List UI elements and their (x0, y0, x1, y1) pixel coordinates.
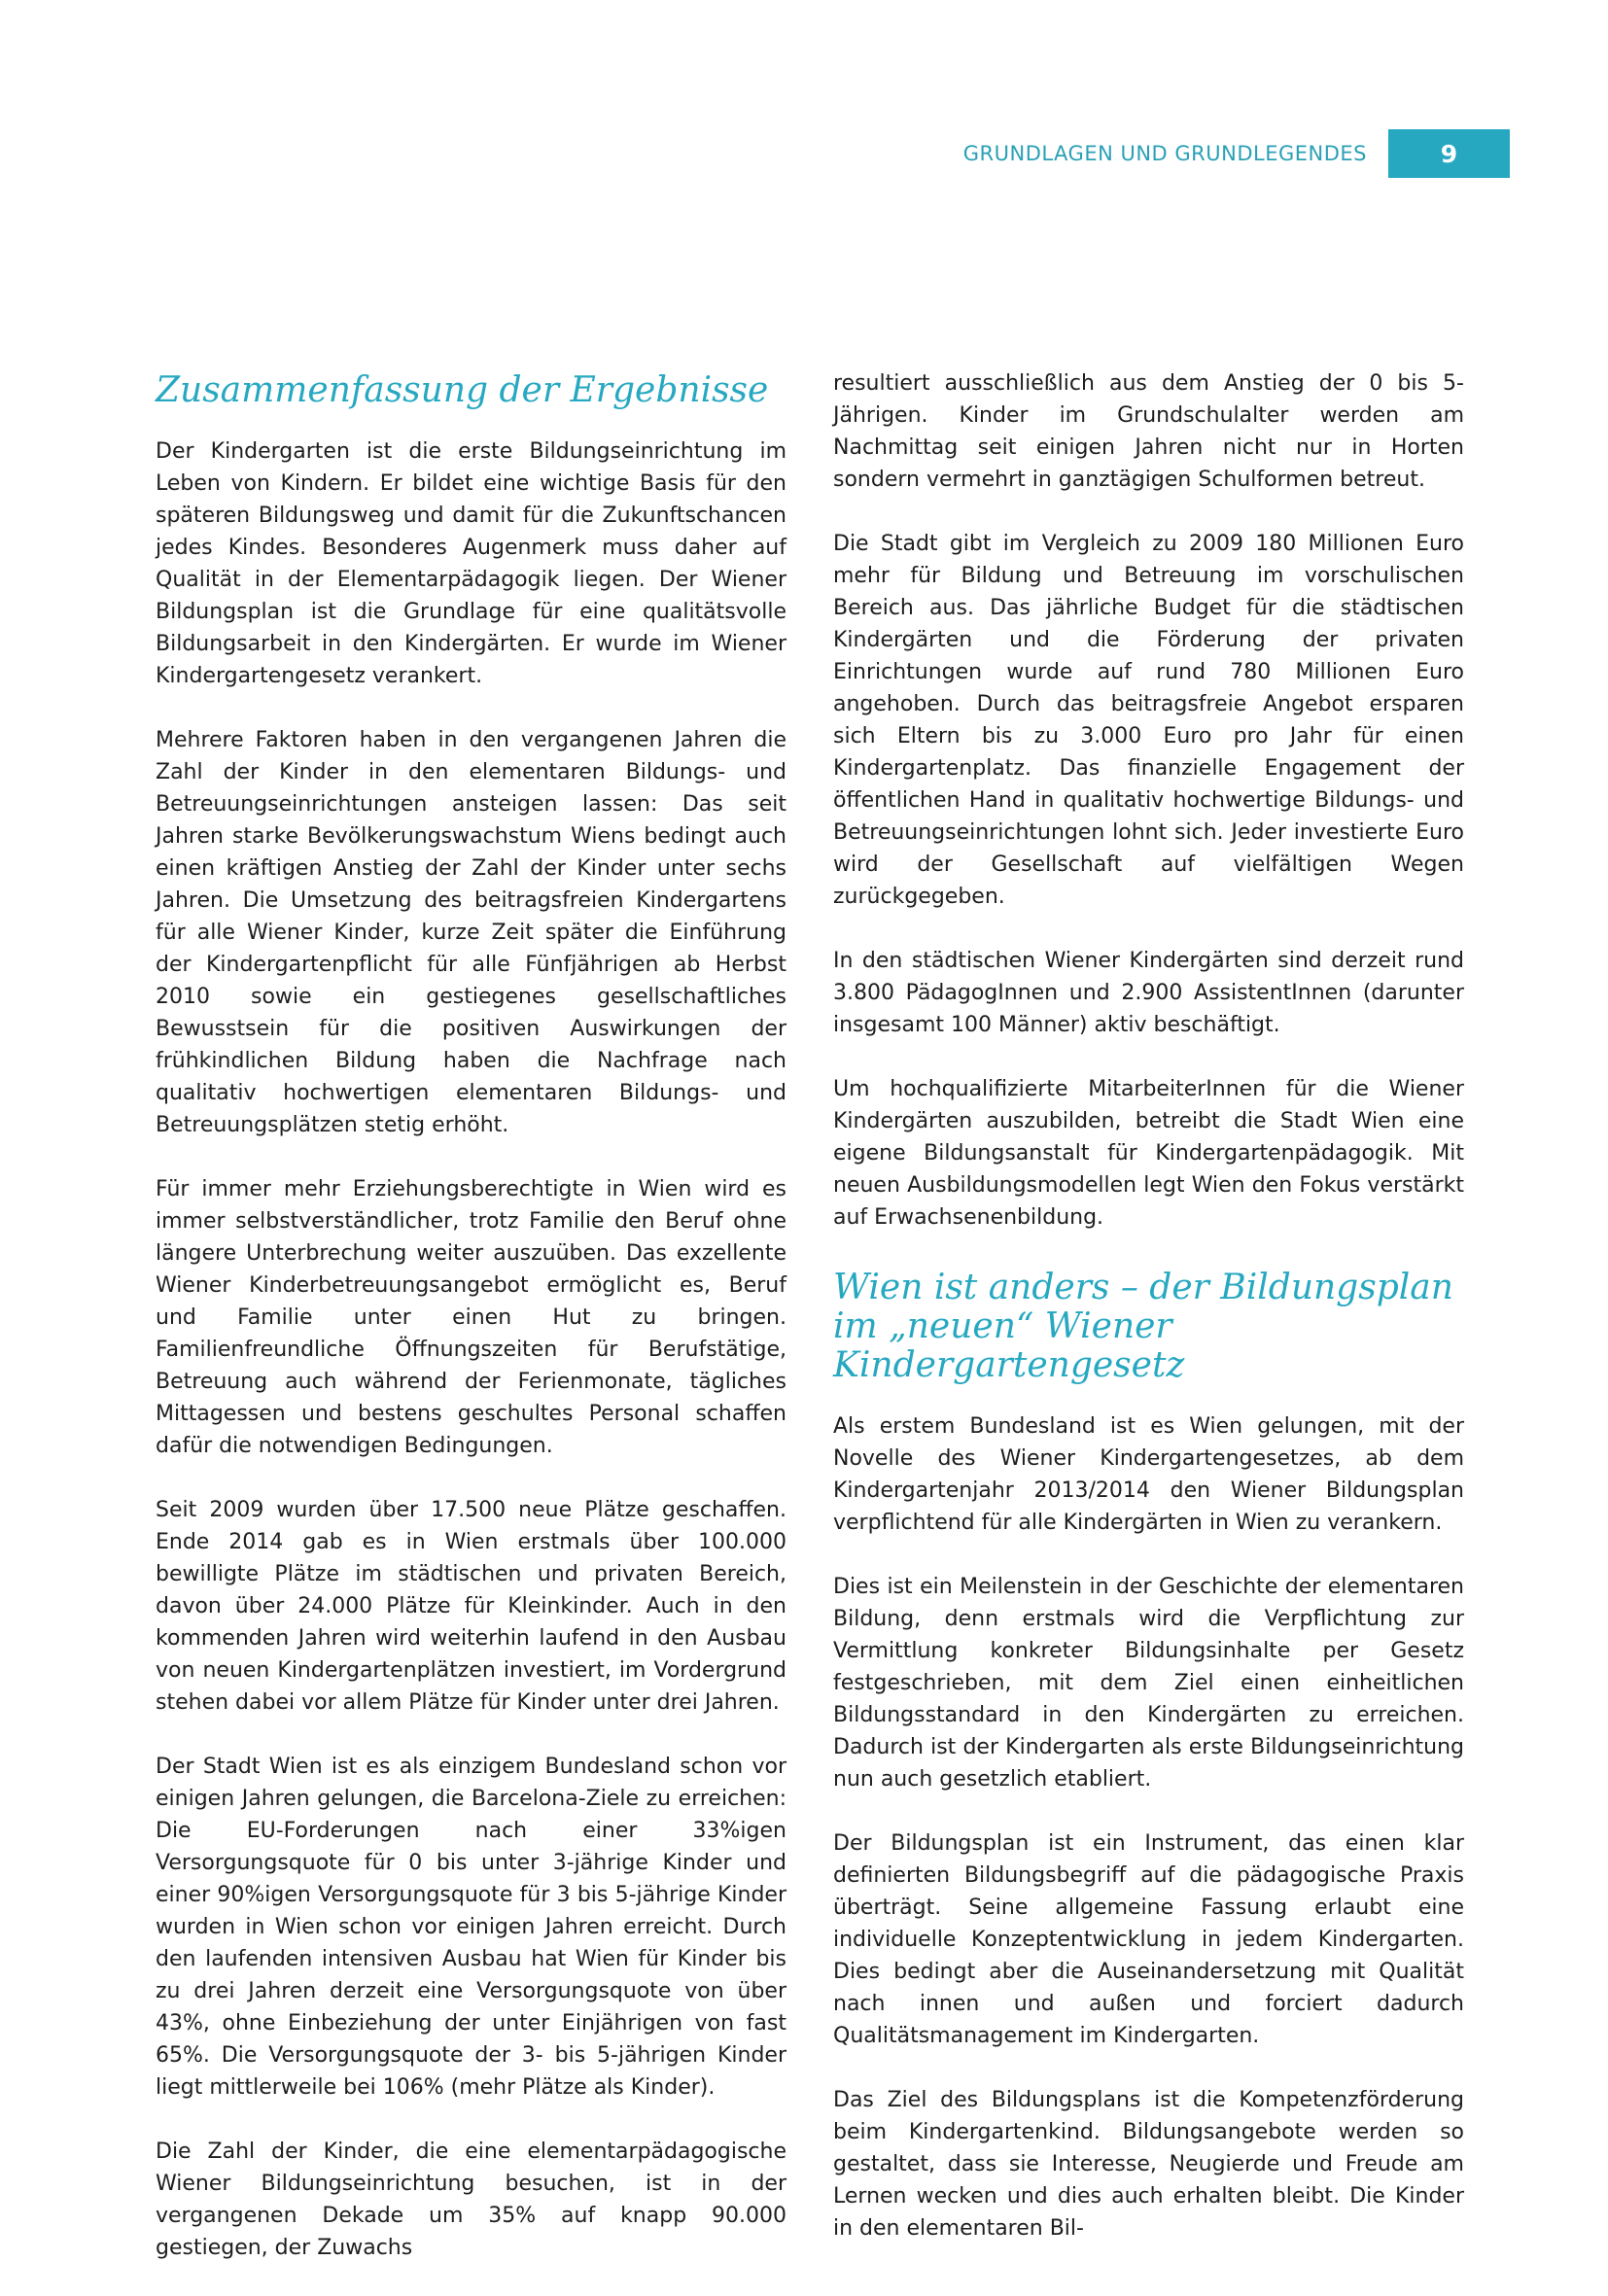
paragraph: Mehrere Faktoren haben in den vergangenen Jahren die Zahl der Kinder in den elementaren Bildungs- und Betreuungseinrichtungen ansteigen lassen: Das seit Jahren starke Bevölkerungswachstum Wiens bedingt auch einen kräftigen Anstieg der Zahl der Kinder unter sechs Jahren. Die Umsetzung des beitragsfreien Kindergartens für alle Wiener Kinder, kurze Zeit später die Einführung der Kindergartenpflicht für alle Fünfjährigen ab Herbst 2010 sowie ein gestiegenes gesellschaftliches Bewusstsein für die positiven Auswirkungen der frühkindlichen Bildung haben die Nachfrage nach qualitativ hochwertigen elementaren Bildungs- und Betreuungsplätzen stetig erhöht. (156, 728, 787, 1137)
section-heading-summary: Zusammenfassung der Ergebnisse (156, 370, 769, 410)
section-label: GRUNDLAGEN UND GRUNDLEGENDES (962, 142, 1367, 165)
paragraph: Um hochqualifizierte MitarbeiterInnen für die Wiener Kindergärten auszubilden, betreibt die Stadt Wien eine eigene Bildungsanstalt für Kindergartenpädagogik. Mit neuen Ausbildungsmodellen legt Wien den Fokus verstärkt auf Erwachsenenbildung. (833, 1077, 1464, 1230)
paragraph: Das Ziel des Bildungsplans ist die Kompetenzförderung beim Kindergartenkind. Bildungsangebote werden so gestaltet, dass sie Interesse, Neugierde und Freude am Lernen wecken und dies auch erhalten bleibt. Die Kinder in den elementaren Bil- (833, 2088, 1464, 2241)
paragraph: Der Kindergarten ist die erste Bildungseinrichtung im Leben von Kindern. Er bildet eine wichtige Basis für den späteren Bildungsweg und damit für die Zukunftschancen jedes Kindes. Besonderes Augenmerk muss daher auf Qualität in der Elementarpädagogik liegen. Der Wiener Bildungsplan ist die Grundlage für eine qualitätsvolle Bildungsarbeit in den Kindergärten. Er wurde im Wiener Kindergartengesetz verankert. (156, 439, 787, 688)
section-heading-bildungsplan (833, 1269, 1464, 1385)
running-header (963, 129, 1510, 178)
paragraph: Die Stadt gibt im Vergleich zu 2009 180 Millionen Euro mehr für Bildung und Betreuung im vorschulischen Bereich aus. Das jährliche Budget für die städtischen Kindergärten und die Förderung der privaten Einrichtungen wurde auf rund 780 Millionen Euro angehoben. Durch das beitragsfreie Angebot ersparen sich Eltern bis zu 3.000 Euro pro Jahr für einen Kindergartenplatz. Das finanzielle Engagement der öffentlichen Hand in qualitativ hochwertige Bildungs- und Betreuungseinrichtungen lohnt sich. Jeder investierte Euro wird der Gesellschaft auf vielfältigen Wegen zurückgegeben. (833, 532, 1464, 909)
paragraph: Als erstem Bundesland ist es Wien gelungen, mit der Novelle des Wiener Kindergartengesetzes, ab dem Kindergartenjahr 2013/2014 den Wiener Bildungsplan verpflichtend für alle Kindergärten in Wien zu verankern. (833, 1414, 1464, 1535)
heading-line-2: im „neuen“ Wiener Kindergartengesetz (833, 1306, 1185, 1385)
paragraph: Der Stadt Wien ist es als einzigem Bundesland schon vor einigen Jahren gelungen, die Barcelona-Ziele zu erreichen: Die EU-Forderungen nach einer 33%igen Versorgungsquote für 0 bis unter 3-jährige Kinder und einer 90%igen Versorgungsquote für 3 bis 5-jährige Kinder wurden in Wien schon vor einigen Jahren erreicht. Durch den laufenden intensiven Ausbau hat Wien für Kinder bis zu drei Jahren derzeit eine Versorgungsquote von über 43%, ohne Einbeziehung der unter Einjährigen von fast 65%. Die Versorgungsquote der 3- bis 5-jährigen Kinder liegt mittlerweile bei 106% (mehr Plätze als Kinder). (156, 1755, 787, 2100)
right-column (833, 367, 1464, 2277)
paragraph: In den städtischen Wiener Kindergärten sind derzeit rund 3.800 PädagogInnen und 2.900 AssistentInnen (darunter insgesamt 100 Männer) aktiv beschäftigt. (833, 949, 1464, 1037)
page-number-badge: 9 (1388, 129, 1510, 178)
paragraph: Dies ist ein Meilenstein in der Geschichte der elementaren Bildung, denn erstmals wird die Verpflichtung zur Vermittlung konkreter Bildungsinhalte per Gesetz festgeschrieben, mit dem Ziel einen einheitlichen Bildungsstandard in den Kindergärten zu erreichen. Dadurch ist der Kindergarten als erste Bildungseinrichtung nun auch gesetzlich etabliert. (833, 1575, 1464, 1792)
paragraph: resultiert ausschließlich aus dem Anstieg der 0 bis 5-Jährigen. Kinder im Grundschulalter werden am Nachmittag seit einigen Jahren nicht nur in Horten sondern vermehrt in ganztägigen Schulformen betreut. (833, 371, 1464, 492)
left-column (156, 367, 787, 2296)
paragraph: Der Bildungsplan ist ein Instrument, das einen klar definierten Bildungsbegriff auf die pädagogische Praxis überträgt. Seine allgemeine Fassung erlaubt eine individuelle Konzeptentwicklung in jedem Kindergarten. Dies bedingt aber die Auseinandersetzung mit Qualität nach innen und außen und forciert dadurch Qualitätsmanagement im Kindergarten. (833, 1831, 1464, 2048)
heading-line-1: Wien ist anders – der Bildungsplan (833, 1268, 1453, 1307)
paragraph: Seit 2009 wurden über 17.500 neue Plätze geschaffen. Ende 2014 gab es in Wien erstmals über 100.000 bewilligte Plätze im städtischen und privaten Bereich, davon über 24.000 Plätze für Kleinkinder. Auch in den kommenden Jahren wird weiterhin laufend in den Ausbau von neuen Kindergartenplätzen investiert, im Vordergrund stehen dabei vor allem Plätze für Kinder unter drei Jahren. (156, 1498, 787, 1715)
paragraph: Für immer mehr Erziehungsberechtigte in Wien wird es immer selbstverständlicher, trotz Familie den Beruf ohne längere Unterbrechung weiter auszuüben. Das exzellente Wiener Kinderbetreuungsangebot ermöglicht es, Beruf und Familie unter einen Hut zu bringen. Familienfreundliche Öffnungszeiten für Berufstätige, Betreuung auch während der Ferienmonate, tägliches Mittagessen und bestens geschultes Personal schaffen dafür die notwendigen Bedingungen. (156, 1177, 787, 1458)
paragraph: Die Zahl der Kinder, die eine elementarpädagogische Wiener Bildungseinrichtung besuchen, ist in der vergangenen Dekade um 35% auf knapp 90.000 gestiegen, der Zuwachs (156, 2139, 787, 2260)
